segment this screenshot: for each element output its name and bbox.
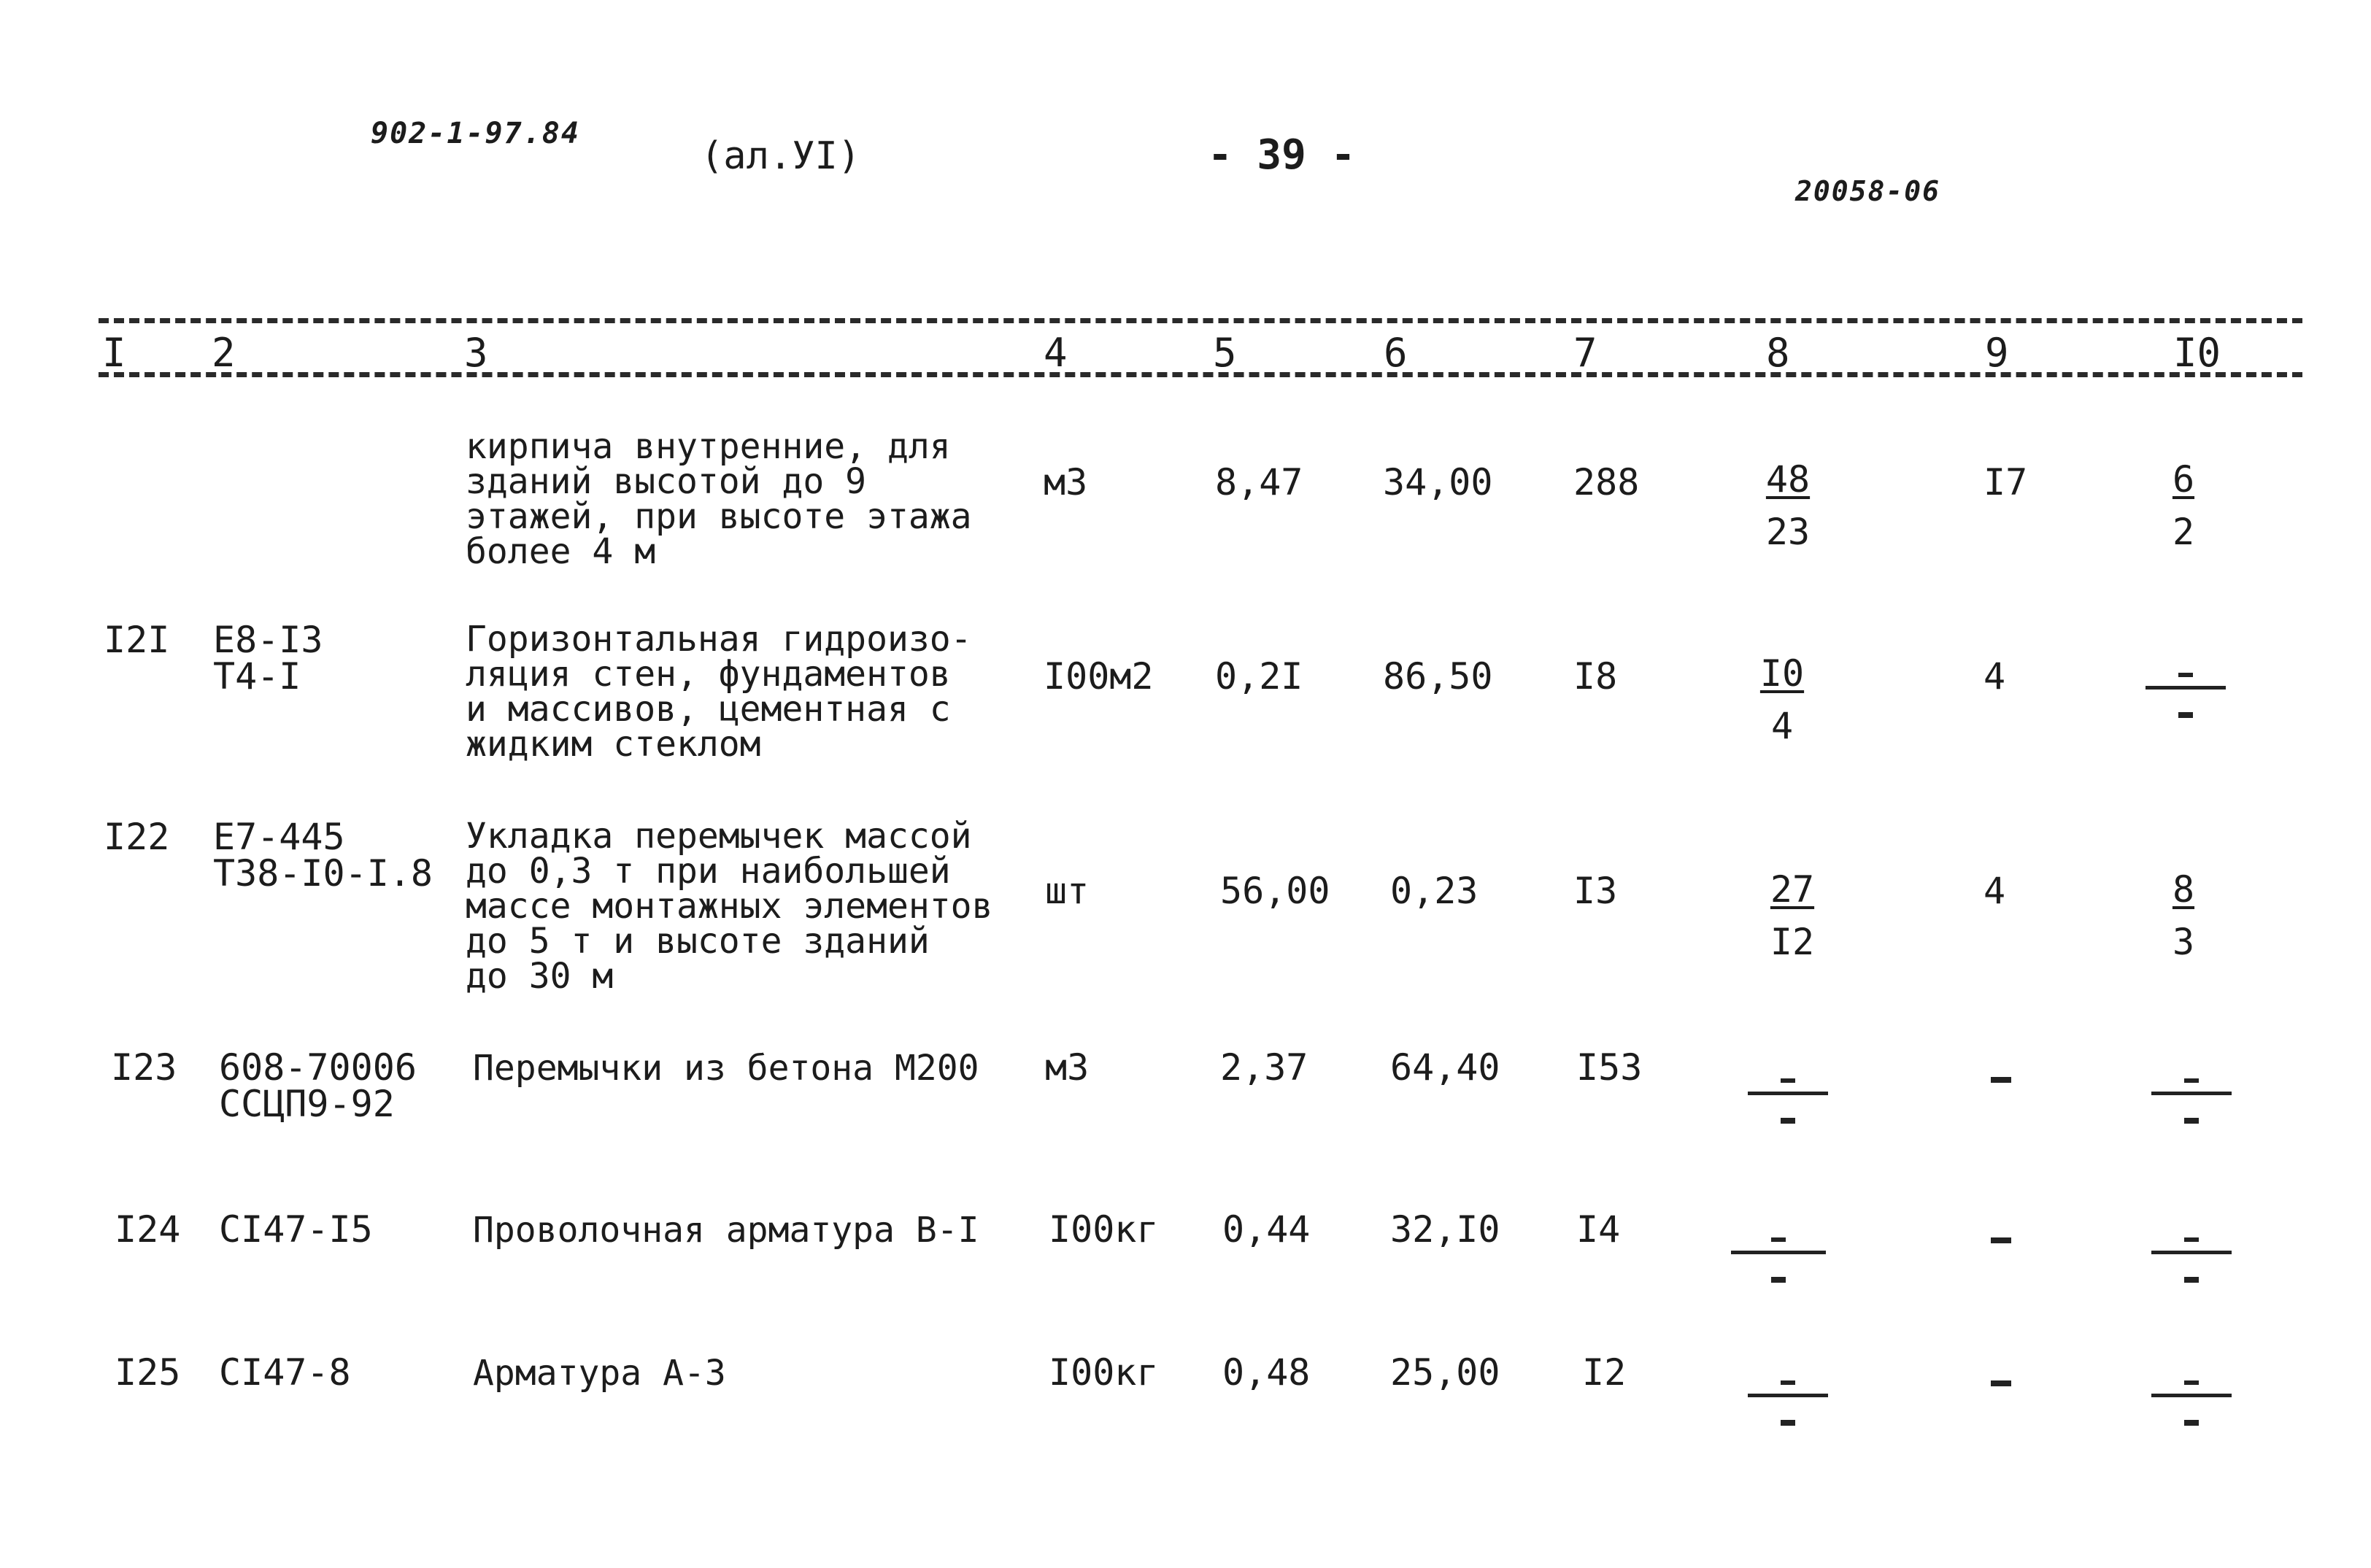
row-price: 0,23 <box>1390 870 1478 912</box>
row-quantity: 0,48 <box>1222 1351 1311 1394</box>
row-code: Е7-445 Т38-I0-I.8 <box>213 816 433 895</box>
row-col8-fraction: $\frac{48}{23}$ <box>1765 458 1811 553</box>
row-description: Горизонтальная гидроизо- ляция стен, фундаментов и массивов, цементная с жидким стеклом <box>466 619 972 765</box>
row-unit: шт <box>1045 870 1090 912</box>
col-3-header: 3 <box>464 330 488 376</box>
row-code: СI47-8 <box>219 1351 351 1394</box>
row-col9: 4 <box>1983 870 2006 912</box>
row-col9-dash <box>1991 1077 2011 1083</box>
row-unit: I00м2 <box>1044 655 1154 698</box>
row-number: I24 <box>115 1208 181 1251</box>
row-col8-dash <box>1748 1075 1828 1148</box>
row-quantity: 2,37 <box>1220 1046 1308 1089</box>
row-total: I8 <box>1573 655 1618 698</box>
row-code: Е8-I3 Т4-I <box>213 619 323 698</box>
doc-code: 902-1-97.84 <box>371 117 580 150</box>
row-description: кирпича внутренние, для зданий высотой до 9 этажей, при высоте этажа более 4 м <box>466 426 972 572</box>
row-col9: I7 <box>1983 461 2028 503</box>
row-col10-fraction: $\frac{6}{2}$ <box>2172 458 2195 553</box>
row-col8-dash <box>1731 1235 1826 1308</box>
col-4-header: 4 <box>1044 330 1068 376</box>
row-number: I2I <box>104 619 170 661</box>
row-col10-dash <box>2146 670 2226 743</box>
row-quantity: 0,2I <box>1215 655 1303 698</box>
row-unit: м3 <box>1044 461 1088 503</box>
table-header-rule <box>99 372 2302 377</box>
row-price: 32,I0 <box>1390 1208 1500 1251</box>
row-price: 86,50 <box>1383 655 1493 698</box>
row-description: Арматура А-3 <box>473 1353 726 1394</box>
inventory-number: 20058-06 <box>1795 175 1941 207</box>
row-col9-dash <box>1991 1237 2011 1243</box>
col-2-header: 2 <box>212 330 236 376</box>
page-number: - 39 - <box>1208 131 1356 179</box>
row-col10-fraction: $\frac{8}{3}$ <box>2172 868 2195 963</box>
col-10-header: I0 <box>2173 330 2221 376</box>
row-total: I4 <box>1576 1208 1621 1251</box>
row-unit: м3 <box>1045 1046 1090 1089</box>
row-price: 25,00 <box>1390 1351 1500 1394</box>
row-total: I53 <box>1576 1046 1643 1089</box>
album-label: (ал.УI) <box>701 134 861 178</box>
row-unit: I00кг <box>1049 1208 1159 1251</box>
col-6-header: 6 <box>1384 330 1408 376</box>
row-col9-dash <box>1991 1380 2011 1386</box>
col-9-header: 9 <box>1985 330 2009 376</box>
row-description: Перемычки из бетона М200 <box>473 1048 979 1089</box>
row-quantity: 56,00 <box>1220 870 1330 912</box>
col-5-header: 5 <box>1213 330 1237 376</box>
row-description: Проволочная арматура В-I <box>473 1210 979 1251</box>
row-number: I23 <box>111 1046 177 1089</box>
row-col8-fraction: $\frac{27}{I2}$ <box>1770 868 1815 963</box>
row-price: 34,00 <box>1383 461 1493 503</box>
row-unit: I00кг <box>1049 1351 1159 1394</box>
row-number: I22 <box>104 816 170 858</box>
row-quantity: 8,47 <box>1215 461 1303 503</box>
table-top-rule <box>99 318 2302 323</box>
row-price: 64,40 <box>1390 1046 1500 1089</box>
row-col10-dash <box>2151 1235 2232 1308</box>
row-quantity: 0,44 <box>1222 1208 1311 1251</box>
col-7-header: 7 <box>1573 330 1597 376</box>
col-1-header: I <box>102 330 126 376</box>
row-col10-dash <box>2151 1075 2232 1148</box>
row-number: I25 <box>115 1351 181 1394</box>
row-code: СI47-I5 <box>219 1208 373 1251</box>
row-col9: 4 <box>1983 655 2006 698</box>
row-col8-dash <box>1748 1378 1828 1451</box>
col-8-header: 8 <box>1766 330 1790 376</box>
row-col8-fraction: $\frac{I0}{4}$ <box>1759 652 1805 747</box>
row-total: I2 <box>1582 1351 1627 1394</box>
row-col10-dash <box>2151 1378 2232 1451</box>
row-total: 288 <box>1573 461 1640 503</box>
row-code: 608-70006 ССЦП9-92 <box>219 1046 417 1125</box>
row-description: Укладка перемычек массой до 0,3 т при наибольшей массе монтажных элементов до 5 т и высоте зданий до 30 м <box>466 816 993 997</box>
row-total: I3 <box>1573 870 1618 912</box>
